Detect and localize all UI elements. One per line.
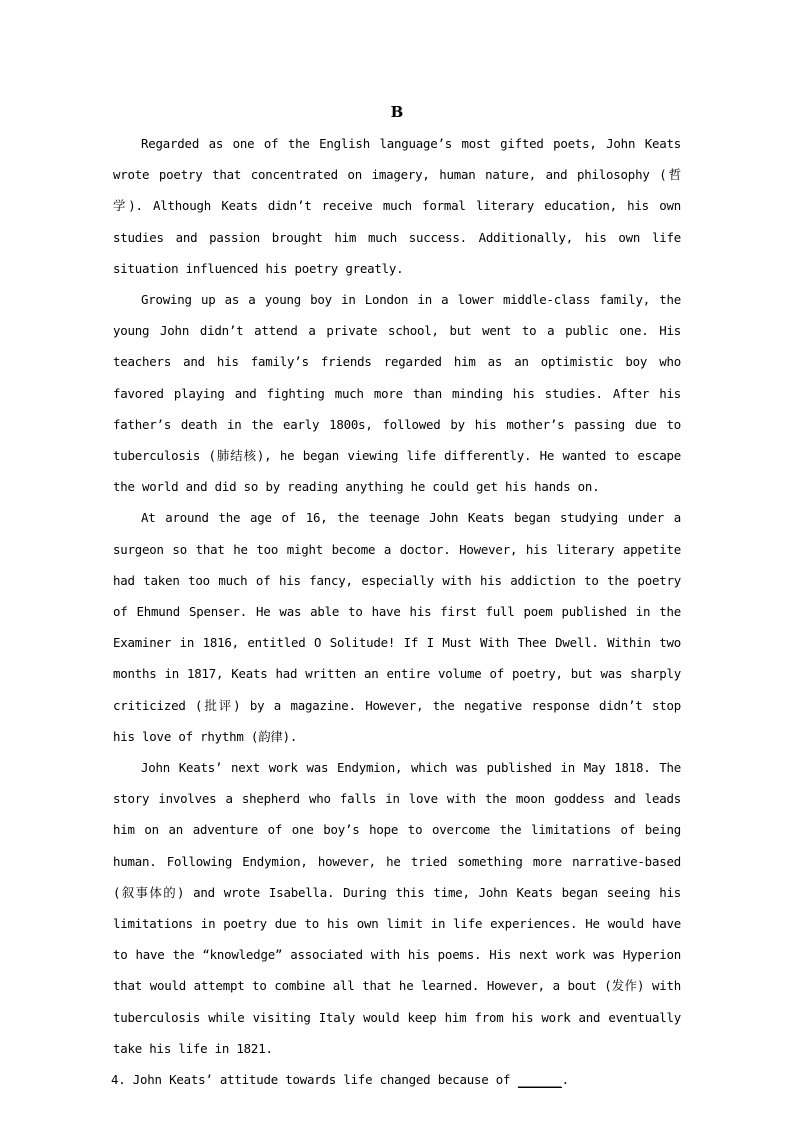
paragraph-1: Regarded as one of the English language’s most gifted poets, John Keats wrote poetry that concentrated on imagery, human nature, and philosophy (哲学). Although Keats didn’t receive much formal literary education, his own studies and passion brought him much success. Additionally, his own life situation influenced his poetry greatly. bbox=[113, 136, 681, 276]
section-heading: B bbox=[390, 103, 404, 121]
paragraph-2: Growing up as a young boy in London in a lower middle-class family, the young John didn’t attend a private school, but went to a public one. His teachers and his family’s friends regarded him as an optimistic boy who favored playing and fighting much more than minding his studies. After his father’s death in the early 1800s, followed by his mother’s passing due to tuberculosis (肺结核), he began viewing life differently. He wanted to escape the world and did so by reading anything he could get his hands on. bbox=[113, 292, 681, 495]
question-end: . bbox=[561, 1072, 569, 1088]
question-4 bbox=[111, 1064, 681, 1095]
document-page bbox=[113, 100, 681, 1095]
paragraph-3: At around the age of 16, the teenage John Keats began studying under a surgeon so that he too might become a doctor. However, his literary appetite had taken too much of his fancy, especially with his addiction to the poetry of Ehmund Spenser. He was able to have his first full poem published in the Examiner in 1816, entitled O Solitude! If I Must With Thee Dwell. Within two months in 1817, Keats had written an entire volume of poetry, but was sharply criticized (批评) by a magazine. However, the negative response didn’t stop his love of rhythm (韵律). bbox=[113, 510, 681, 744]
paragraph-4: John Keats’ next work was Endymion, which was published in May 1818. The story involves a shepherd who falls in love with the moon goddess and leads him on an adventure of one boy’s hope to overcome the limitations of being human. Following Endymion, however, he tried something more narrative-based (叙事体的) and wrote Isabella. During this time, John Keats began seeing his limitations in poetry due to his own limit in life experiences. He would have to have the “knowledge” associated with his poems. His next work was Hyperion that would attempt to combine all that he learned. However, a bout (发作) with tuberculosis while visiting Italy would keep him from his work and eventually take his life in 1821. bbox=[113, 760, 681, 1056]
question-text: 4. John Keats’ attitude towards life changed because of bbox=[111, 1072, 518, 1088]
answer-blank[interactable]: ______ bbox=[517, 1072, 562, 1088]
